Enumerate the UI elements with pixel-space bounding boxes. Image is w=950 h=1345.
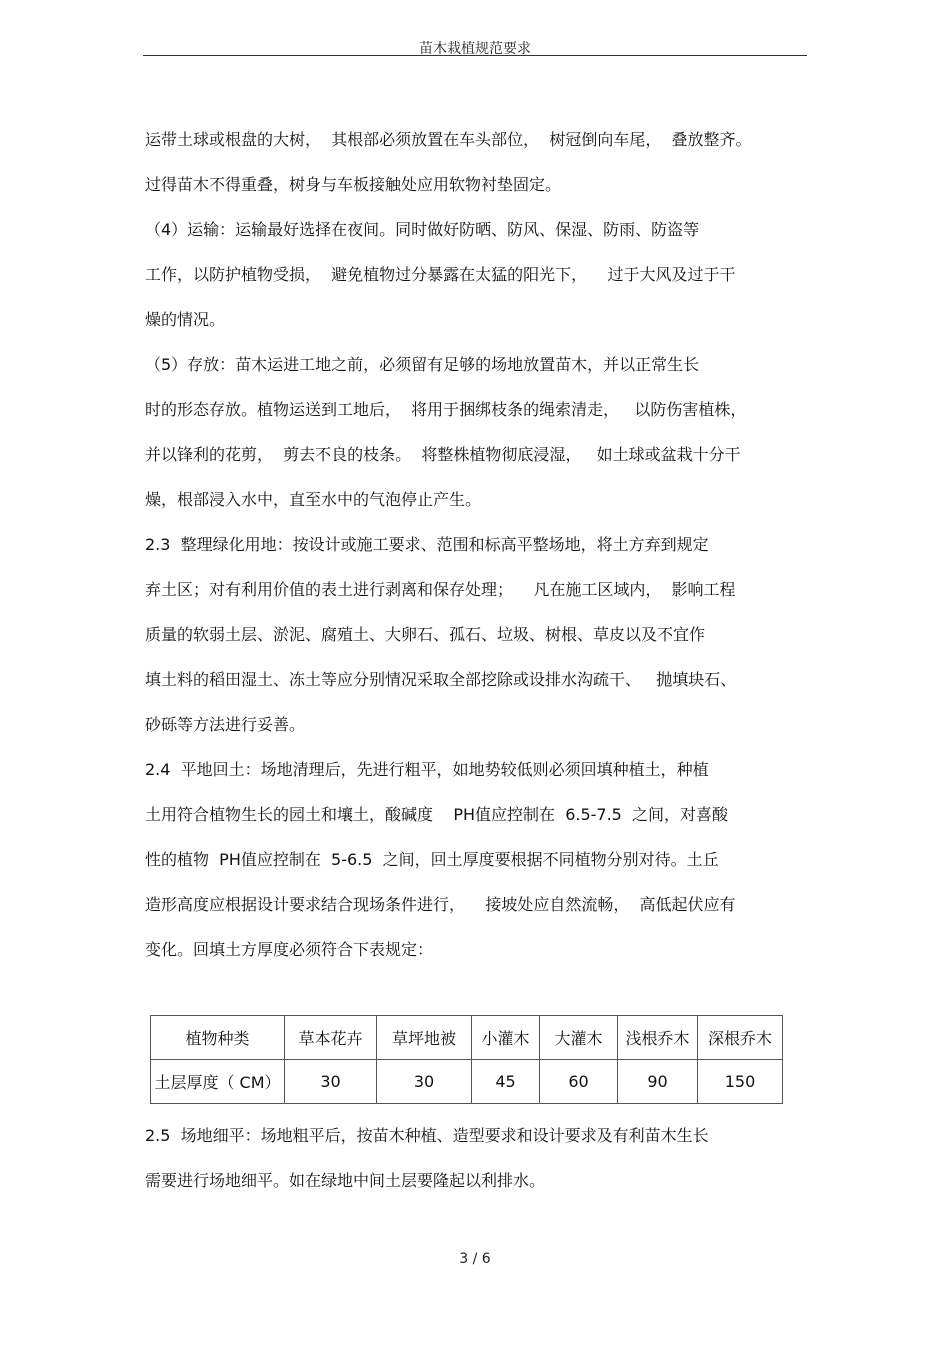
text-line: 燥的情况。 — [145, 310, 226, 329]
table-cell: 草坪地被 — [377, 1016, 472, 1060]
text-line: （5）存放：苗木运进工地之前，必须留有足够的场地放置苗木，并以正常生长 — [145, 355, 700, 374]
header-divider — [143, 55, 807, 56]
page-header-title: 苗木栽植规范要求 — [419, 41, 531, 57]
text-line: （4）运输：运输最好选择在夜间。同时做好防晒、防风、保湿、防雨、防盗等 — [145, 220, 700, 239]
table-cell: 45 — [472, 1060, 540, 1104]
text-line: 过得苗木不得重叠，树身与车板接触处应用软物衬垫固定。 — [145, 175, 562, 194]
text-line: 2.4 平地回土：场地清理后，先进行粗平，如地势较低则必须回填种植土，种植 — [145, 760, 709, 779]
text-line: 性的植物 PH值应控制在 5-6.5 之间，回土厚度要根据不同植物分别对待。土丘 — [145, 850, 719, 869]
table-cell: 30 — [285, 1060, 377, 1104]
table-cell: 草本花卉 — [285, 1016, 377, 1060]
text-line: 燥，根部浸入水中，直至水中的气泡停止产生。 — [145, 490, 482, 509]
table-cell: 90 — [618, 1060, 698, 1104]
soil-thickness-table — [150, 1015, 783, 1104]
text-line: 填土料的稻田湿土、冻土等应分别情况采取全部挖除或设排水沟疏干、 抛填块石、 — [145, 670, 737, 689]
table-cell: 浅根乔木 — [618, 1016, 698, 1060]
table-header-row — [151, 1016, 783, 1060]
text-line: 造形高度应根据设计要求结合现场条件进行， 接坡处应自然流畅， 高低起伏应有 — [145, 895, 736, 914]
table-cell: 土层厚度（ CM） — [151, 1060, 285, 1104]
page-number: 3 / 6 — [459, 1251, 491, 1267]
text-line: 质量的软弱土层、淤泥、腐殖土、大卵石、孤石、垃圾、树根、草皮以及不宜作 — [145, 625, 706, 644]
text-line: 工作，以防护植物受损， 避免植物过分暴露在太猛的阳光下， 过于大风及过于干 — [145, 265, 736, 284]
text-line: 土用符合植物生长的园土和壤土，酸碱度 PH值应控制在 6.5-7.5 之间，对喜酸 — [145, 805, 729, 824]
text-line: 时的形态存放。植物运送到工地后， 将用于捆绑枝条的绳索清走， 以防伤害植株， — [145, 400, 747, 419]
text-line: 2.3 整理绿化用地：按设计或施工要求、范围和标高平整场地，将土方弃到规定 — [145, 535, 709, 554]
text-line: 并以锋利的花剪， 剪去不良的枝条。 将整株植物彻底浸湿， 如土球或盆栽十分干 — [145, 445, 741, 464]
table-cell: 深根乔木 — [698, 1016, 783, 1060]
table-row — [151, 1060, 783, 1104]
text-line: 弃土区；对有利用价值的表土进行剥离和保存处理； 凡在施工区域内， 影响工程 — [145, 580, 736, 599]
text-line: 砂砾等方法进行妥善。 — [145, 715, 306, 734]
table-cell: 30 — [377, 1060, 472, 1104]
text-line: 2.5 场地细平：场地粗平后，按苗木种植、造型要求和设计要求及有利苗木生长 — [145, 1126, 709, 1145]
text-line: 变化。回填土方厚度必须符合下表规定： — [145, 940, 434, 959]
table-cell: 小灌木 — [472, 1016, 540, 1060]
text-line: 需要进行场地细平。如在绿地中间土层要隆起以利排水。 — [145, 1171, 546, 1190]
table-cell: 60 — [540, 1060, 618, 1104]
table-cell: 大灌木 — [540, 1016, 618, 1060]
table-cell: 植物种类 — [151, 1016, 285, 1060]
text-line: 运带土球或根盘的大树， 其根部必须放置在车头部位， 树冠倒向车尾， 叠放整齐。 — [145, 130, 752, 149]
table-cell: 150 — [698, 1060, 783, 1104]
